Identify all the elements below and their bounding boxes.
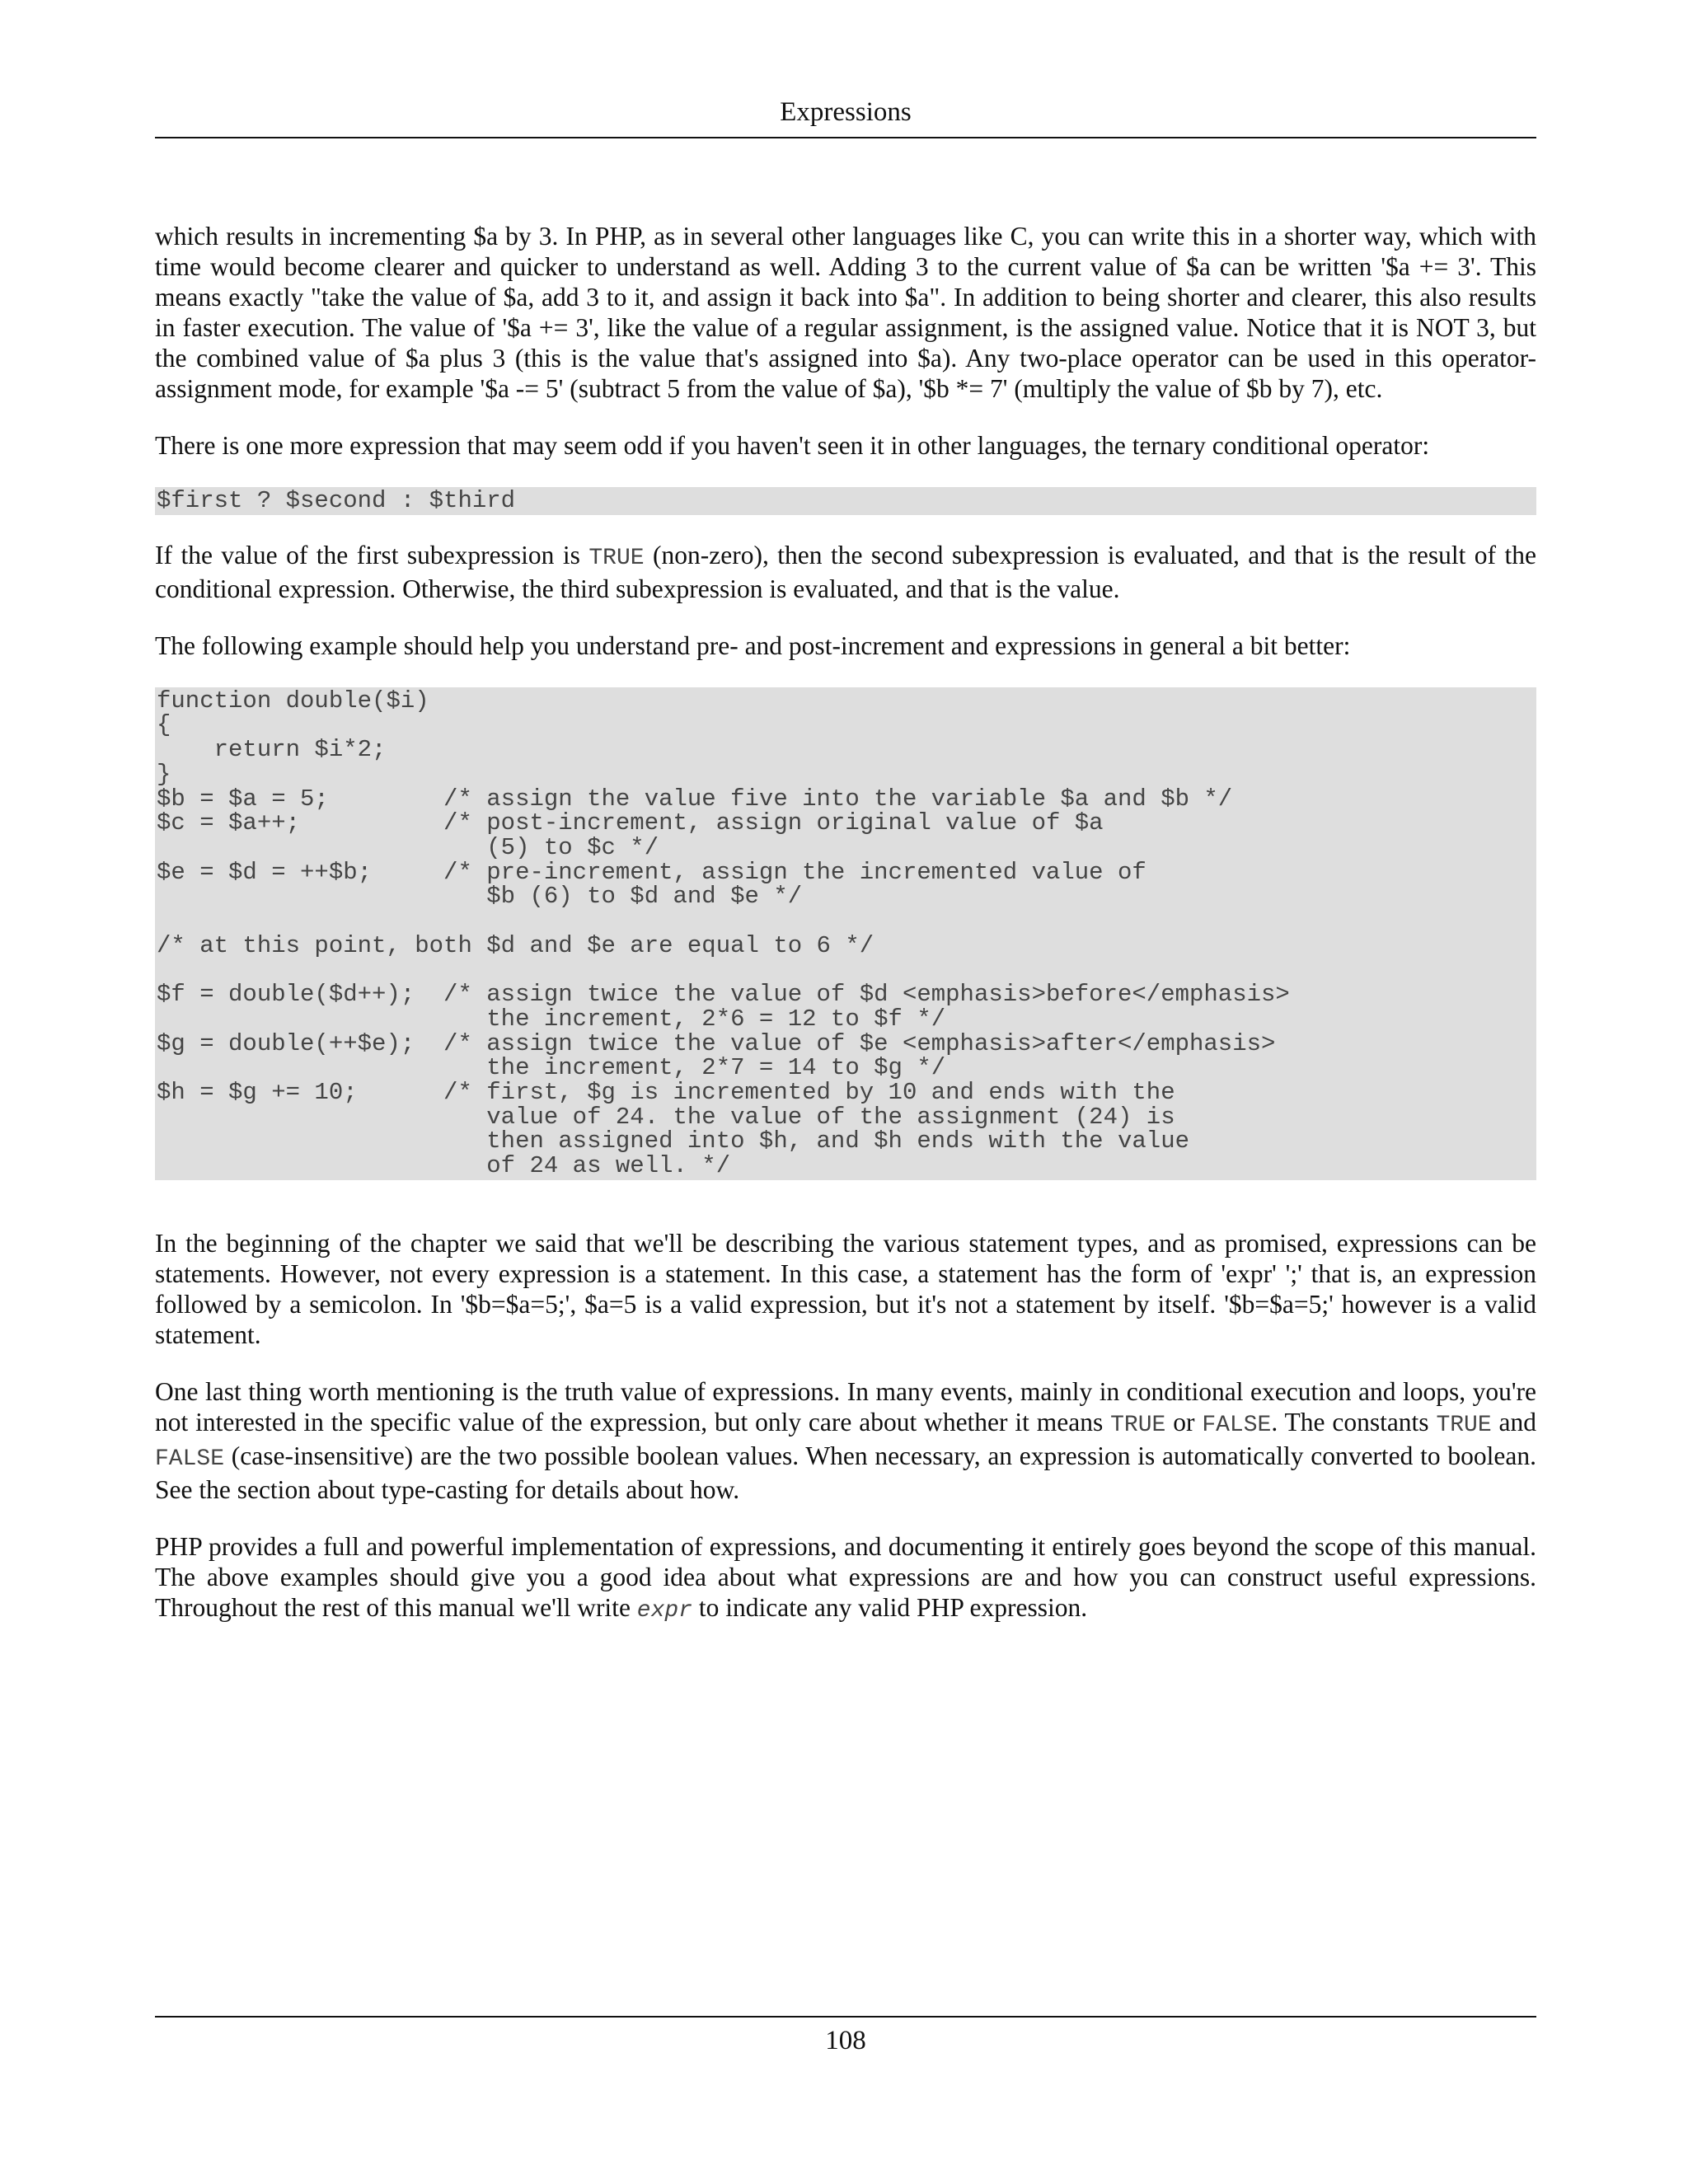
inline-code-true: TRUE xyxy=(588,545,645,571)
paragraph-conclusion xyxy=(155,1531,1536,1626)
document-page xyxy=(155,0,1536,2184)
text-run: . The constants xyxy=(1271,1407,1437,1436)
footer-rule xyxy=(155,2016,1536,2018)
paragraph-operator-assignment: which results in incrementing $a by 3. In PHP, as in several other languages like C, you can write this in a shorter way, which with time would become clearer and quicker to understand as well. Adding 3 to the current value of $a can be written '$a += 3'. This means exactly "take the value of $a, add 3 to it, and assign it back into $a". In addition to being shorter and clearer, this also results in faster execution. The value of '$a += 3', like the value of a regular assignment, is the assigned value. Notice that it is NOT 3, but the combined value of $a plus 3 (this is the value that's assigned into $a). Any two-place operator can be used in this operator-assignment mode, for example '$a -= 5' (subtract 5 from the value of $a), '$b *= 7' (multiply the value of $b by 7), etc. xyxy=(155,222,1536,403)
text-run: (case-insensitive) are the two possible boolean values. When necessary, an expression is automatically converted to boolean. See the section about type-casting for details about how. xyxy=(155,1441,1536,1504)
paragraph-ternary-explanation xyxy=(155,540,1536,604)
paragraph-statements: In the beginning of the chapter we said that we'll be describing the various statement types, and as promised, expressions can be statements. However, not every expression is a statement. In this case, a statement has the form of 'expr' ';' that is, an expression followed by a semicolon. In '$b=$a=5;', $a=5 is a valid expression, but it's not a statement by itself. '$b=$a=5;' however is a valid statement. xyxy=(155,1228,1536,1349)
paragraph-ternary-intro: There is one more expression that may seem odd if you haven't seen it in other languages, the ternary conditional operator: xyxy=(155,431,1430,460)
code-block-increment-example: function double($i) { return $i*2; } $b = $a = 5; /* assign the value five into the variable $a and $b */ $c = $a++; /* post-increment, assign original value of $a (5) to $c */ $e = $d = ++$b; /* pre-increment, assign the incremented value of $b (6) to $d and $e */ /* at this point, both $d and $e are equal to 6 */ $f = double($d++); /* assign twice the value of $d <emphasis>before</emphasis> the increment, 2*6 = 12 to $f */ $g = double(++$e); /* assign twice the value of $e <emphasis>after</emphasis> the increment, 2*7 = 14 to $g */ $h = $g += 10; /* first, $g is incremented by 10 and ends with the value of 24. the value of the assignment (24) is then assigned into $h, and $h ends with the value of 24 as well. */ xyxy=(155,687,1536,1180)
text-run: PHP provides a full and powerful implementation of expressions, and documenting it entirely goes beyond the scope of this manual. The above examples should give you a good idea about what expressions are and how you can construct useful expressions. Throughout the rest of this manual we'll write xyxy=(155,1531,1536,1622)
inline-code-false: FALSE xyxy=(1202,1412,1272,1438)
inline-code-false: FALSE xyxy=(155,1446,225,1472)
text-run: One last thing worth mentioning is the truth value of expressions. In many events, mainly in conditional execution and loops, you're not interested in the specific value of the expression, but only care about whether it means xyxy=(155,1376,1536,1436)
paragraph-example-intro: The following example should help you understand pre- and post-increment and expressions in general a bit better: xyxy=(155,630,1351,660)
page-number: 108 xyxy=(825,2026,866,2055)
text-run: If the value of the first subexpression is xyxy=(155,540,589,569)
code-block-ternary: $first ? $second : $third xyxy=(155,487,1536,515)
inline-code-expr: expr xyxy=(636,1597,693,1624)
page-content xyxy=(155,221,1536,1652)
inline-code-true: TRUE xyxy=(1110,1412,1166,1438)
text-run: (non-zero), then the second subexpression is evaluated, and that is the result of the conditional expression. Otherwise, the third subexpression is evaluated, and that is the value. xyxy=(155,540,1536,603)
inline-code-true: TRUE xyxy=(1436,1412,1492,1438)
paragraph-truth-value xyxy=(155,1376,1536,1505)
text-run: or xyxy=(1165,1407,1203,1436)
text-run: and xyxy=(1491,1407,1537,1436)
running-header: Expressions xyxy=(780,97,912,127)
text-run: to indicate any valid PHP expression. xyxy=(692,1592,1088,1622)
header-rule xyxy=(155,137,1536,138)
